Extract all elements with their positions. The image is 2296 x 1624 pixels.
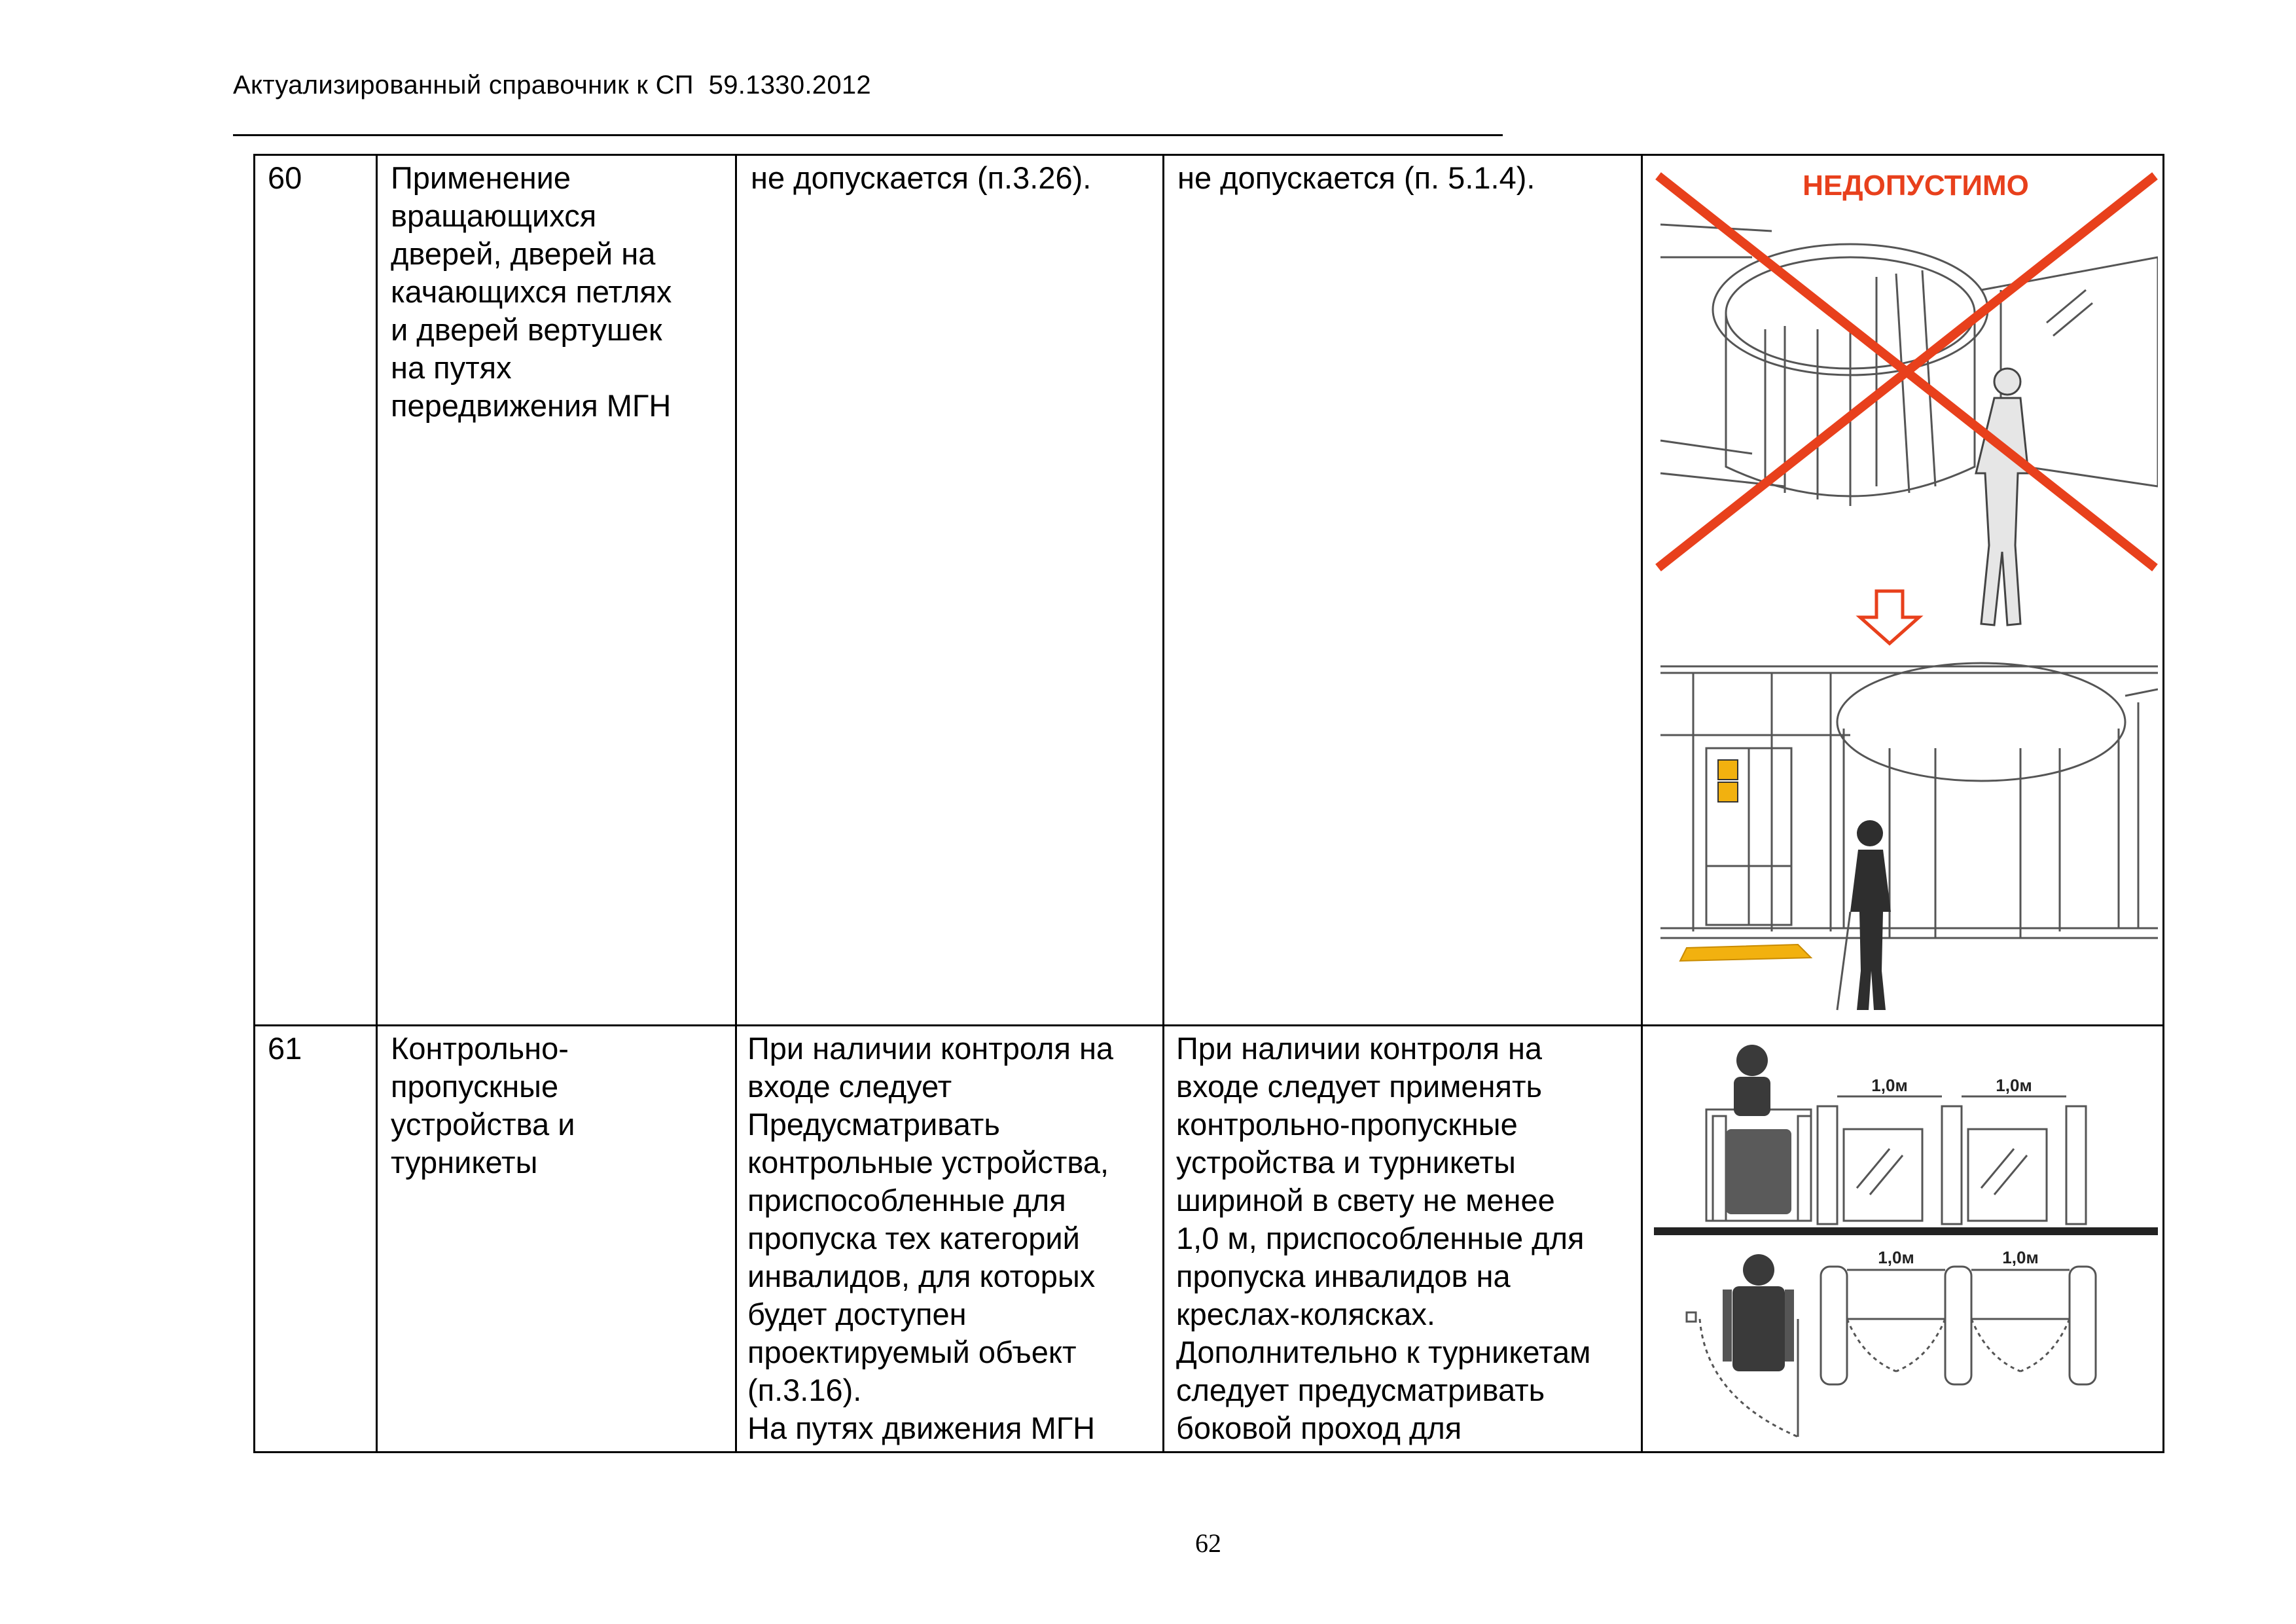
width-label: 1,0м <box>1878 1248 1914 1267</box>
document-header-title: Актуализированный справочник к СП 59.1330.2012 <box>233 71 871 99</box>
row-number: 61 <box>268 1031 302 1066</box>
table-border-bottom <box>253 1451 2164 1453</box>
col-divider-2 <box>735 154 737 1453</box>
table-border-top <box>253 154 2164 156</box>
width-label: 1,0м <box>1871 1075 1908 1095</box>
wheelchair-sign-icon <box>1718 782 1738 802</box>
prohibited-label: НЕДОПУСТИМО <box>1803 170 2029 202</box>
old-norm-text: При наличии контроля на входе следует Предусматривать контрольные устройства, приспособленные для пропуска тех категорий инвалидов, для которых будет доступен проектируемый объект (п.3.16). На путях движения МГН <box>747 1031 1114 1445</box>
table-border-left <box>253 154 255 1453</box>
page-number: 62 <box>1195 1528 1221 1558</box>
person-with-cane-silhouette <box>1850 820 1891 1010</box>
person-silhouette <box>1976 369 2028 625</box>
requirement-name: Контрольно- пропускные устройства и турникеты <box>391 1031 575 1180</box>
wheelchair-user-front <box>1726 1045 1791 1214</box>
floor-line <box>1654 1227 2158 1235</box>
wheelchair-user-top <box>1723 1254 1794 1371</box>
width-label: 1,0м <box>2002 1248 2039 1267</box>
new-norm-text: не допускается (п. 5.1.4). <box>1177 160 1535 195</box>
row-divider <box>253 1024 2164 1026</box>
tactile-mat <box>1680 945 1811 961</box>
turnstile-illustration <box>1654 1031 2158 1449</box>
revolving-door-illustration <box>1654 159 2158 1017</box>
width-label: 1,0м <box>1996 1075 2032 1095</box>
header-rule <box>233 134 1503 136</box>
accessibility-sign-icon <box>1718 760 1738 780</box>
col-divider-3 <box>1162 154 1164 1453</box>
table-border-right <box>2162 154 2164 1453</box>
old-norm-text: не допускается (п.3.26). <box>751 160 1092 195</box>
requirement-name: Применение вращающихся дверей, дверей на качающихся петлях и дверей вертушек на путях передвижения МГН <box>391 160 672 423</box>
prohibition-cross <box>1662 179 2151 565</box>
new-norm-text: При наличии контроля на входе следует применять контрольно-пропускные устройства и турникеты шириной в свету не менее 1,0 м, приспособленные для пропуска инвалидов на креслах-колясках. Дополнительно к турникетам следует предусматривать боковой проход для <box>1176 1031 1591 1445</box>
col-divider-1 <box>376 154 378 1453</box>
row-number: 60 <box>268 160 302 195</box>
arrow-down-icon <box>1860 591 1919 643</box>
col-divider-4 <box>1641 154 1643 1453</box>
requirements-table <box>253 154 2164 1453</box>
